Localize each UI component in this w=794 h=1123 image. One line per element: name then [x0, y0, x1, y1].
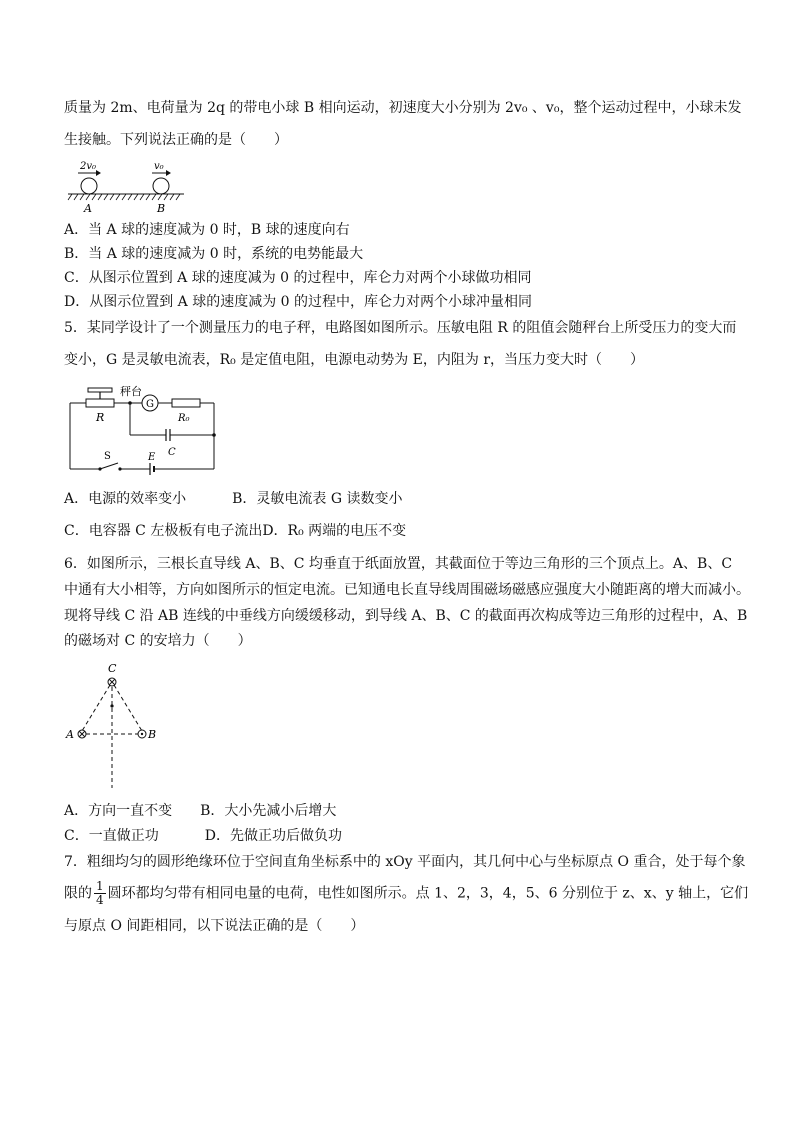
q4-option-d: D．从图示位置到 A 球的速度减为 0 的过程中，库仑力对两个小球冲量相同: [64, 294, 533, 310]
q6-option-c: C．一直做正功: [64, 828, 159, 844]
q7-text-line3: 与原点 O 间距相同，以下说法正确的是（ ）: [64, 918, 365, 934]
q6-fig-label-c: C: [108, 662, 117, 675]
q4-fig-label-2v0: 2v₀: [80, 161, 97, 172]
q5-fig-label-e: E: [148, 452, 156, 463]
q4-option-b: B．当 A 球的速度减为 0 时，系统的电势能最大: [64, 246, 364, 262]
q7-line2-post: 圆环都均匀带有相同电量的电荷，电性如图所示。点 1、2，3，4，5、6 分别位于 z、x、y 轴上，它们: [107, 885, 749, 902]
q6-option-a: A．方向一直不变: [64, 803, 173, 819]
q4-fig-label-b: B: [157, 202, 166, 215]
q5-fig-label-g: G: [146, 399, 154, 410]
q5-text-line2: 变小，G 是灵敏电流表，R₀ 是定值电阻，电源电动势为 E，内阻为 r，当压力变大时（ ）: [64, 352, 645, 368]
q4-option-c: C．从图示位置到 A 球的速度减为 0 的过程中，库仑力对两个小球做功相同: [64, 270, 532, 286]
q6-option-b: B．大小先减小后增大: [200, 803, 337, 819]
q6-options-row1: [64, 801, 336, 821]
q6-text-line3: 现将导线 C 沿 AB 连线的中垂线方向缓缓移动，到导线 A、B、C 的截面再次构成等边三角形的过程中，A、B: [64, 608, 748, 624]
q4-figure: [66, 158, 186, 216]
q5-options-row1: [64, 489, 403, 509]
q4-text-line2: 生接触。下列说法正确的是（ ）: [64, 132, 288, 148]
q7-line2-pre: 限的: [64, 885, 92, 902]
q4-fig-label-v0: v₀: [154, 161, 164, 172]
q5-fig-label-r0: R₀: [178, 413, 190, 424]
q5-option-cd: C．电容器 C 左极板有电子流出D．R₀ 两端的电压不变: [64, 523, 407, 539]
q5-fig-label-c: C: [168, 447, 176, 458]
q5-option-a: A．电源的效率变小: [64, 491, 187, 507]
q4-option-a: A．当 A 球的速度减为 0 时，B 球的速度向右: [64, 222, 350, 238]
q7-fraction-numerator: 1: [96, 879, 104, 893]
q6-options-row2: [64, 826, 342, 846]
q6-option-d: D．先做正功后做负功: [204, 828, 342, 844]
q4-ball-b: [153, 178, 169, 194]
q4-text-line1: 质量为 2m、电荷量为 2q 的带电小球 B 相向运动，初速度大小分别为 2v₀ 、v₀，整个运动过程中，小球未发: [64, 100, 742, 116]
q6-text-line4: 的磁场对 C 的安培力（ ）: [64, 633, 252, 649]
q7-fraction: [94, 880, 106, 907]
q4-ball-a: [81, 178, 97, 194]
q5-text-line1: 5．某同学设计了一个测量压力的电子秤，电路图如图所示。压敏电阻 R 的阻值会随秤台上所受压力的变大而: [64, 320, 737, 336]
q6-fig-label-a: A: [66, 728, 74, 741]
q7-text-line1: 7．粗细均匀的圆形绝缘环位于空间直角坐标系中的 xOy 平面内，其几何中心与坐标原点 O 重合，处于每个象: [64, 854, 746, 870]
q7-text-line2: [64, 880, 748, 907]
q5-option-b: B．灵敏电流表 G 读数变小: [232, 491, 403, 507]
q5-circuit-figure: [66, 383, 226, 475]
q5-fig-label-scale: 秤台: [120, 385, 142, 398]
q6-wire-figure: [60, 660, 170, 790]
q5-fig-label-r: R: [96, 411, 105, 424]
q6-fig-label-b: B: [148, 728, 157, 741]
q5-fig-label-s: S: [104, 451, 111, 462]
q6-text-line2: 中通有大小相等，方向如图所示的恒定电流。已知通电长直导线周围磁场磁感应强度大小随距离的增大而减小。: [64, 582, 750, 598]
q4-fig-label-a: A: [84, 202, 92, 215]
q6-text-line1: 6．如图所示，三根长直导线 A、B、C 均垂直于纸面放置，其截面位于等边三角形的三个顶点上。A、B、C: [64, 556, 733, 572]
q7-fraction-denominator: 4: [96, 893, 104, 907]
